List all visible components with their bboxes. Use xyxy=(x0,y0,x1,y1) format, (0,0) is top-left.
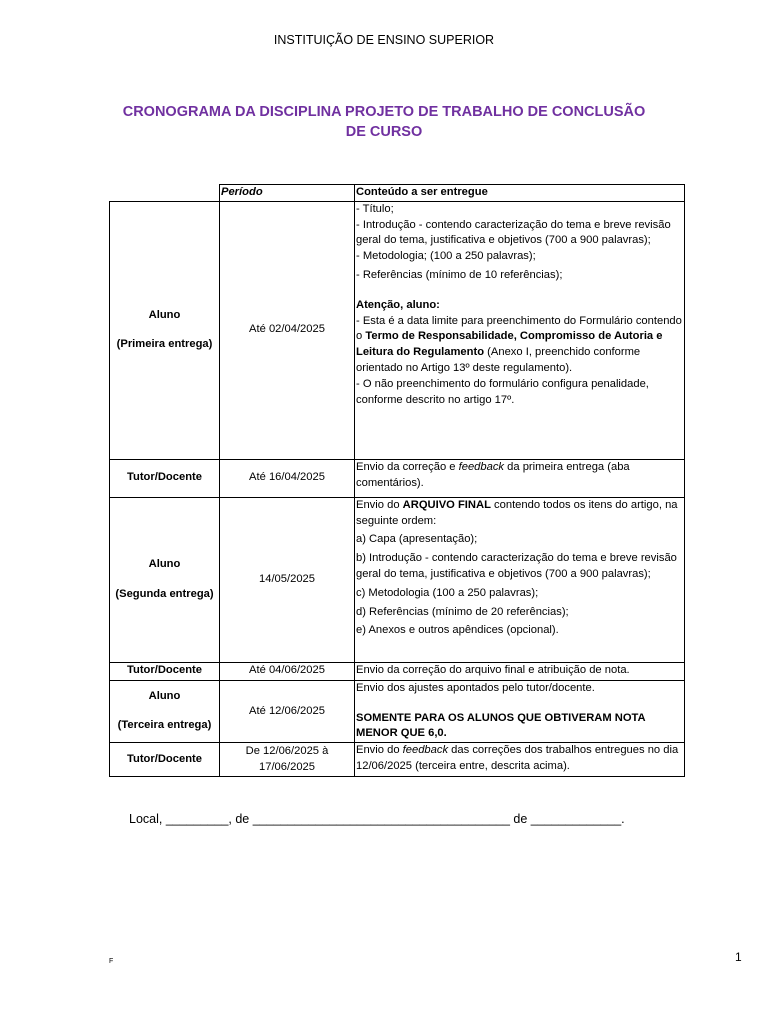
table-row xyxy=(110,459,685,497)
row1-content: - Título; - Introdução - contendo caracterização do tema e breve revisão geral do tema, justificativa e objetivos (700 a 900 palavras); - Metodologia; (100 a 250 palavras); - Referências (mínimo de 10 referências); Atenção, aluno: - Esta é a data limite para preenchimento do Formulário contendo o Termo de Responsabilidade, Compromisso de Autoria e Leitura do Regulamento (Anexo I, preenchido conforme orientado no Artigo 13º deste regulamento). - O não preenchimento do formulário configura penalidade, conforme descrito no artigo 17º. xyxy=(355,201,685,459)
header-conteudo: Conteúdo a ser entregue xyxy=(355,185,685,202)
row4-role: Tutor/Docente xyxy=(110,662,220,680)
row5-role: Aluno (Terceira entrega) xyxy=(110,680,220,742)
table-row xyxy=(110,743,685,777)
row3-period: 14/05/2025 xyxy=(220,497,355,662)
local-date-line: Local, _________, de _____________________________________ de _____________. xyxy=(129,812,625,826)
row2-period: Até 16/04/2025 xyxy=(220,459,355,497)
row1-period: Até 02/04/2025 xyxy=(220,201,355,459)
table-row xyxy=(110,497,685,662)
row3-role: Aluno (Segunda entrega) xyxy=(110,497,220,662)
row1-role: Aluno (Primeira entrega) xyxy=(110,201,220,459)
row4-period: Até 04/06/2025 xyxy=(220,662,355,680)
row6-role: Tutor/Docente xyxy=(110,743,220,777)
document-title xyxy=(100,102,668,142)
row6-period: De 12/06/2025 à 17/06/2025 xyxy=(220,743,355,777)
row2-content: Envio da correção e feedback da primeira entrega (aba comentários). xyxy=(355,459,685,497)
row5-period: Até 12/06/2025 xyxy=(220,680,355,742)
table-row xyxy=(110,680,685,742)
page-number: 1 xyxy=(735,950,742,964)
row3-content: Envio do ARQUIVO FINAL contendo todos os itens do artigo, na seguinte ordem: a) Capa (apresentação); b) Introdução - contendo caracterização do tema e breve revisão geral do tema, justificativa e objetivos (700 a 900 palavras); c) Metodologia (100 a 250 palavras); d) Referências (mínimo de 20 referências); e) Anexos e outros apêndices (opcional). xyxy=(355,497,685,662)
row6-content: Envio do feedback das correções dos trabalhos entregues no dia 12/06/2025 (terceira entre, descrita acima). xyxy=(355,743,685,777)
row5-content: Envio dos ajustes apontados pelo tutor/docente. SOMENTE PARA OS ALUNOS QUE OBTIVERAM NOTA MENOR QUE 6,0. xyxy=(355,680,685,742)
header-empty-cell xyxy=(110,185,220,202)
row4-content: Envio da correção do arquivo final e atribuição de nota. xyxy=(355,662,685,680)
table-row xyxy=(110,201,685,459)
header-periodo: Período xyxy=(220,185,355,202)
schedule-table xyxy=(109,184,685,777)
table-header-row xyxy=(110,185,685,202)
title-line-2: DE CURSO xyxy=(345,124,423,140)
title-line-1: CRONOGRAMA DA DISCIPLINA PROJETO DE TRABALHO DE CONCLUSÃO xyxy=(122,104,646,120)
institution-header: INSTITUIÇÃO DE ENSINO SUPERIOR xyxy=(273,33,495,47)
table-row xyxy=(110,662,685,680)
footer-mark: F xyxy=(109,958,114,965)
row2-role: Tutor/Docente xyxy=(110,459,220,497)
